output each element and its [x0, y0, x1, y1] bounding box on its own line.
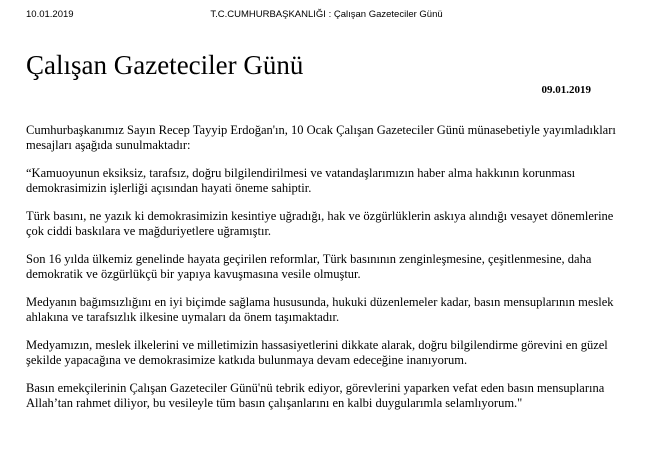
article-paragraph: Basın emekçilerinin Çalışan Gazeteciler Günü'nü tebrik ediyor, görevlerini yaparken vefat eden basın mensuplarına Allah’tan rahmet diliyor, bu vesileyle tüm basın çalışanlarını en kalbi duygularımla selamlıyorum.": [26, 381, 605, 410]
article-paragraph: Medyamızın, meslek ilkelerini ve milletimizin hassasiyetlerini dikkate alarak, doğru bilgilendirme görevini en güzel şekilde yapacağına ve demokrasimize katkıda bulunmaya devam edeceğine inanıyorum.: [26, 338, 608, 367]
print-page-title: T.C.CUMHURBAŞKANLIĞI : Çalışan Gazeteciler Günü: [210, 9, 443, 20]
article-paragraph: Son 16 yılda ülkemiz genelinde hayata geçirilen reformlar, Türk basınının zenginleşmesine, çeşitlenmesine, daha demokratik ve özgürlükçü bir yapıya kavuşmasına vesile olmuştur.: [26, 252, 592, 281]
article-paragraph: “Kamuoyunun eksiksiz, tarafsız, doğru bilgilendirilmesi ve vatandaşlarımızın haber alma hakkının korunması demokrasimizin işlerliği açısından hayati öneme sahiptir.: [26, 166, 576, 195]
article-paragraph: Medyanın bağımsızlığını en iyi biçimde sağlama hususunda, hukuki düzenlemeler kadar, basın mensuplarının meslek ahlakına ve tarafsızlık ilkesine uymaları da önem taşımaktadır.: [26, 295, 614, 324]
print-date: 10.01.2019: [26, 9, 74, 20]
article-paragraph: Türk basını, ne yazık ki demokrasimizin kesintiye uğradığı, hak ve özgürlüklerin askıya alındığı vesayet dönemlerine çok ciddi baskılara ve mağduriyetlere uğramıştır.: [26, 209, 614, 238]
article-date: 09.01.2019: [541, 84, 591, 96]
article-title: Çalışan Gazeteciler Günü: [26, 50, 304, 80]
print-header: [0, 9, 653, 23]
article-body: [26, 123, 616, 424]
article-paragraph: Cumhurbaşkanımız Sayın Recep Tayyip Erdoğan'ın, 10 Ocak Çalışan Gazeteciler Günü münasebetiyle yayımladıkları mesajları aşağıda sunulmaktadır:: [26, 123, 616, 152]
